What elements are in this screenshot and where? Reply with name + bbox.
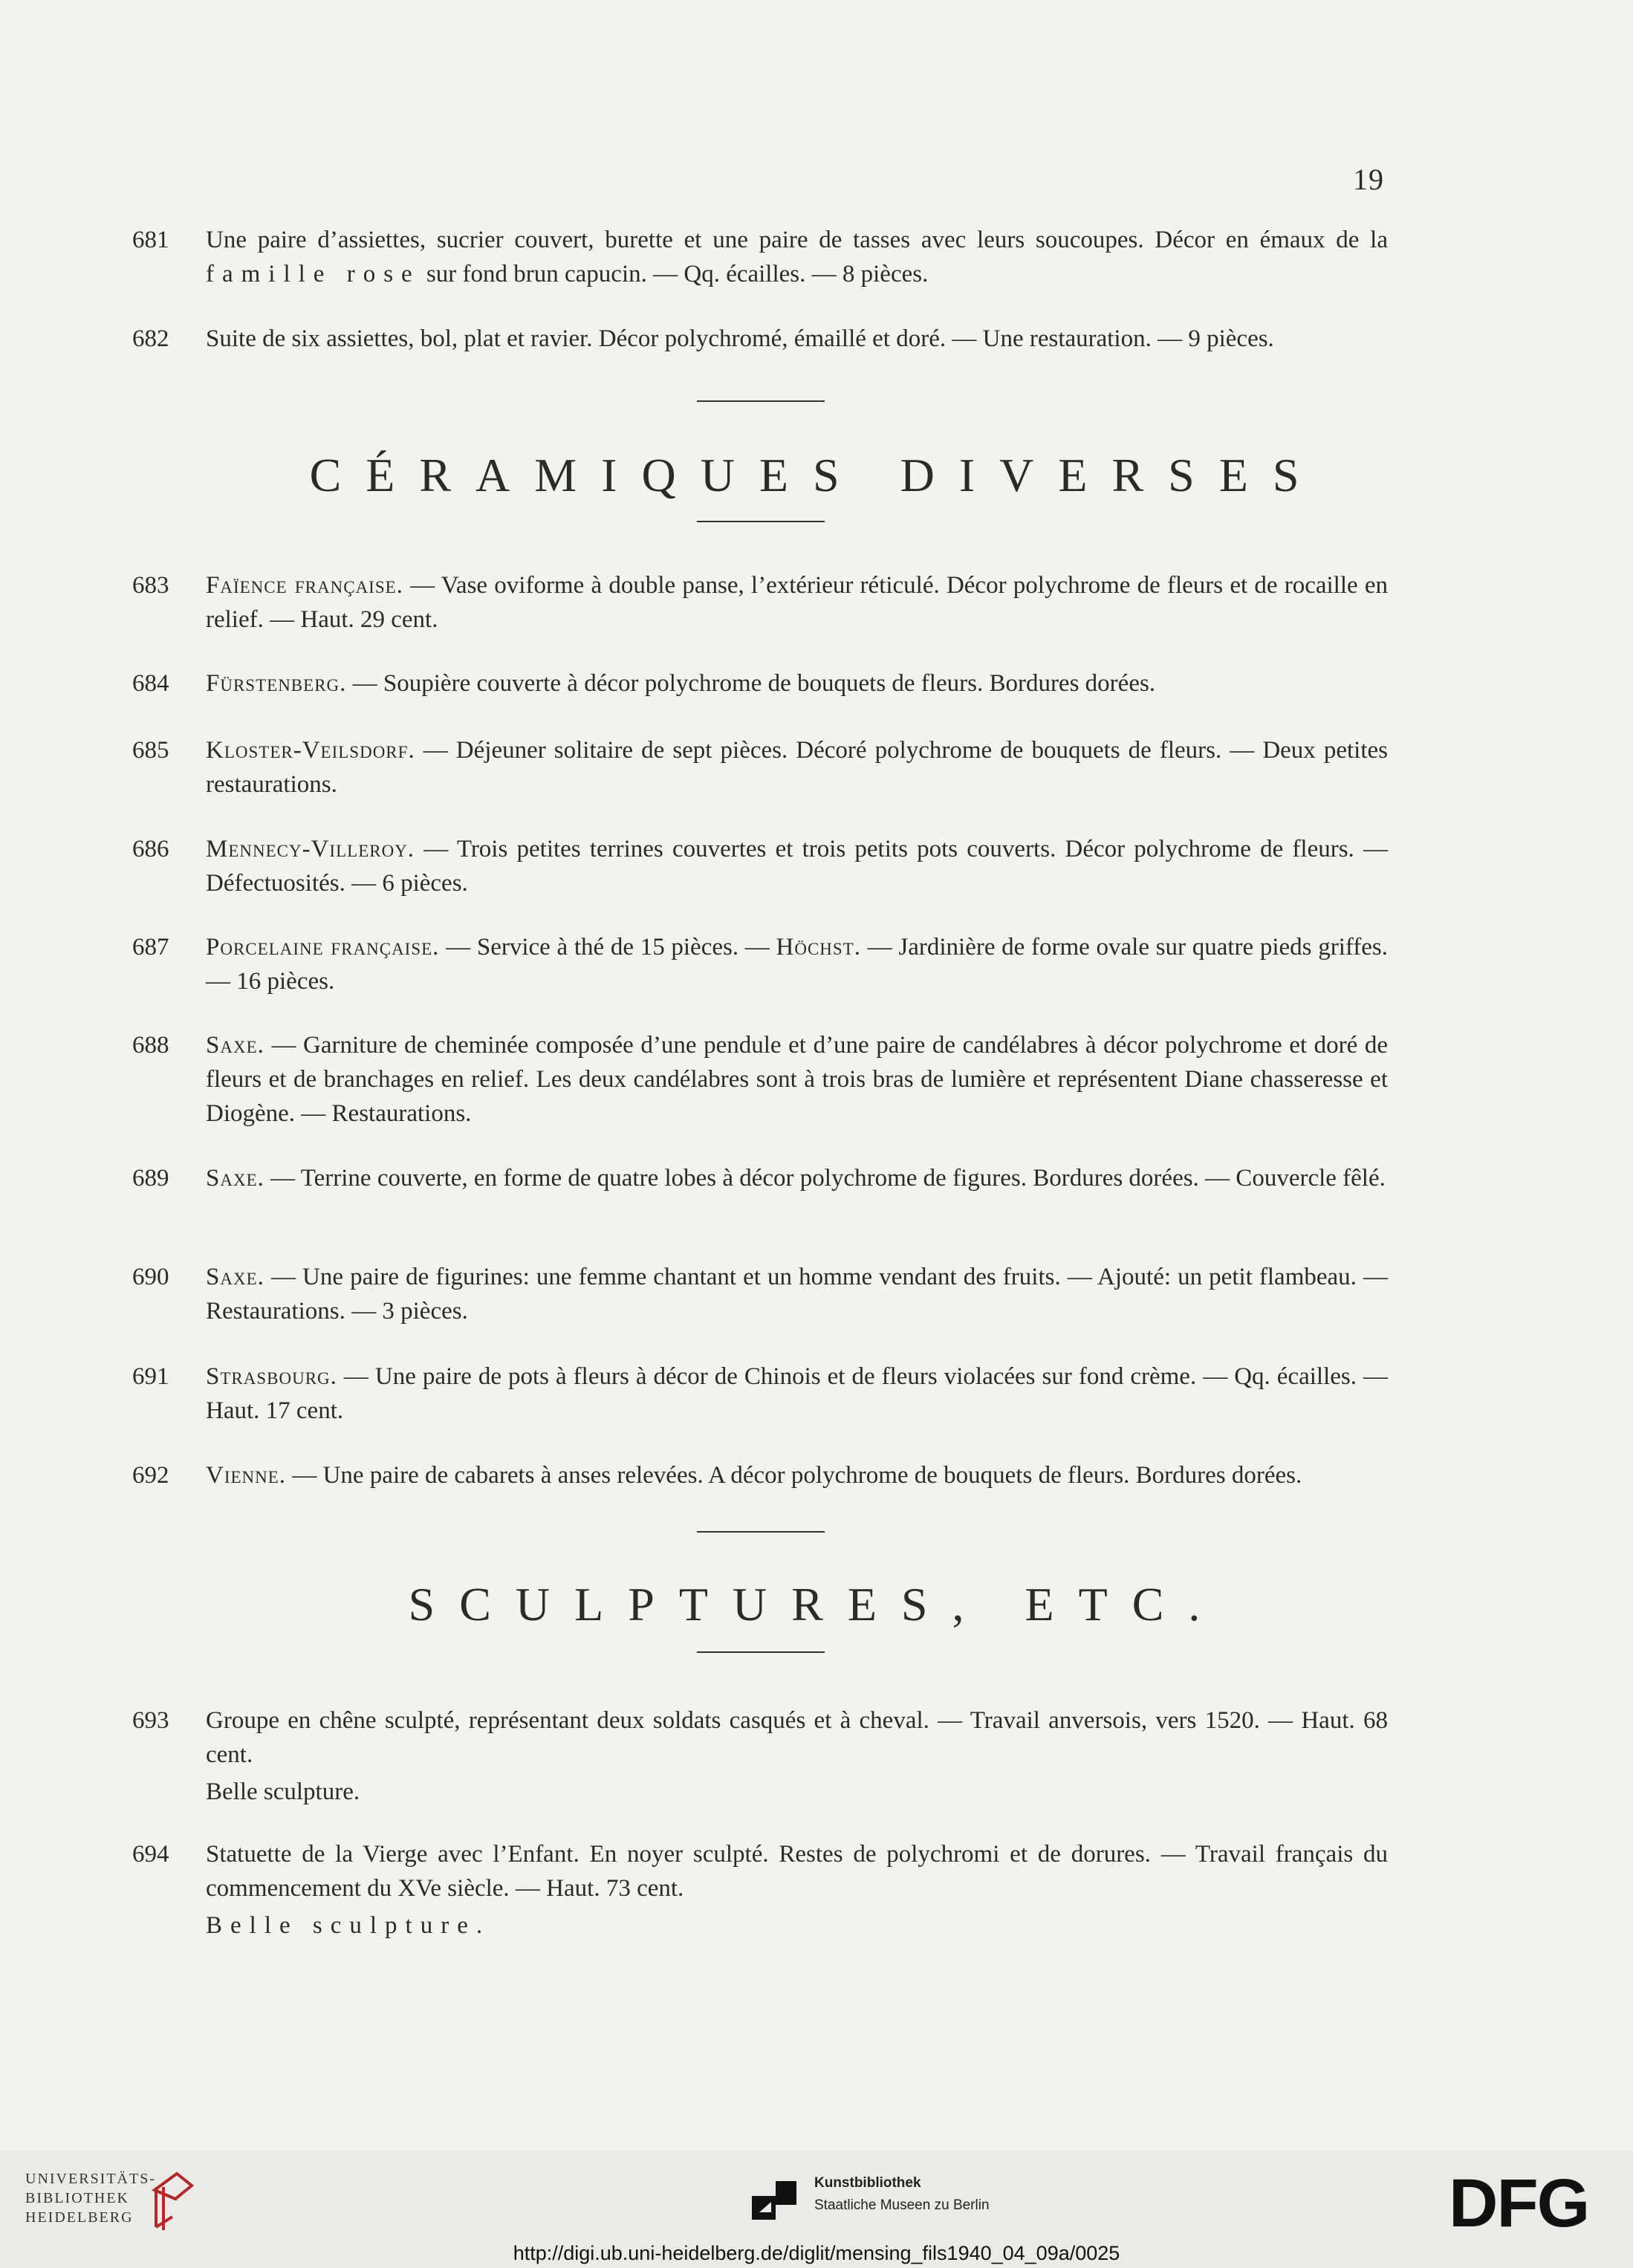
lot-description [206, 1458, 1388, 1492]
catalogue-entry-682 [132, 322, 1388, 356]
lot-manufacturer: Saxe. [206, 1165, 264, 1192]
lot-number: 683 [132, 572, 169, 599]
lot-text: — Soupière couverte à décor polychrome de bouquets de fleurs. Bordures dorées. [346, 670, 1156, 697]
lot-description [206, 1260, 1388, 1328]
catalogue-entry-685 [132, 733, 1388, 802]
catalogue-entry-692 [132, 1458, 1388, 1492]
lot-text: — Garniture de cheminée composée d’une pendule et d’une paire de candélabres à décor polychrome et doré de fleurs et de branchages en relief. Les deux candélabres sont à trois bras de lumière et représentent Diane chasseresse et Diogène. — Restaurations. [206, 1032, 1388, 1127]
lot-description [206, 1837, 1388, 1905]
kunstbibliothek-label[interactable] [814, 2172, 990, 2217]
lot-text: — Déjeuner solitaire de sept pièces. Décoré polychrome de bouquets de fleurs. — Deux petites restaurations. [206, 737, 1388, 798]
lot-number: 688 [132, 1032, 169, 1059]
lot-note: Belle sculpture. [206, 1778, 360, 1805]
lot-text: — Une paire de figurines: une femme chantant et un homme vendant des fruits. — Ajouté: un petit flambeau. — Restaurations. — 3 pièces. [206, 1264, 1388, 1325]
lot-number: 686 [132, 836, 169, 862]
rule-divider [697, 1651, 825, 1653]
lot-text: sur fond brun capucin. — Qq. écailles. — 8 pièces. [420, 261, 929, 287]
lot-number: 691 [132, 1363, 169, 1390]
lot-manufacturer: Kloster-Veilsdorf. [206, 737, 415, 764]
lot-text: Statuette de la Vierge avec l’Enfant. En noyer sculpté. Restes de polychromi et de dorures. — Travail français du commencement du XVe siècle. — Haut. 73 cent. [206, 1841, 1388, 1902]
catalogue-entry-684 [132, 666, 1388, 701]
lot-text: Suite de six assiettes, bol, plat et ravier. Décor polychromé, émaillé et doré. — Une restauration. — 9 pièces. [206, 325, 1274, 352]
catalogue-entry-689 [132, 1161, 1388, 1195]
catalogue-entry-691 [132, 1359, 1388, 1428]
lot-number: 689 [132, 1165, 169, 1192]
catalogue-entry-694 [132, 1837, 1388, 1943]
ub-line: UNIVERSITÄTS- [25, 2171, 156, 2187]
lot-manufacturer: Höchst. [776, 934, 861, 961]
lot-description [206, 223, 1388, 291]
rule-divider [697, 521, 825, 522]
catalogue-entry-690 [132, 1260, 1388, 1328]
lot-number: 694 [132, 1841, 169, 1868]
lot-description [206, 1028, 1388, 1131]
lot-number: 687 [132, 934, 169, 961]
lot-description [206, 1703, 1388, 1772]
ub-heidelberg-label[interactable] [25, 2169, 156, 2227]
lot-manufacturer: Vienne. [206, 1462, 287, 1489]
catalogue-entry-687 [132, 930, 1388, 998]
lot-text: Une paire d’assiettes, sucrier couvert, burette et une paire de tasses avec leurs soucoupes. Décor en émaux de la [206, 227, 1388, 253]
lot-number: 684 [132, 670, 169, 697]
lot-text: — Jardinière de forme ovale sur quatre pieds griffes. — 16 pièces. [206, 934, 1388, 995]
lot-manufacturer: Strasbourg. [206, 1363, 337, 1390]
lot-text: — Terrine couverte, en forme de quatre lobes à décor polychrome de figures. Bordures dorées. — Couvercle fêlé. [264, 1165, 1386, 1192]
ub-heidelberg-logo-icon[interactable] [147, 2168, 199, 2235]
lot-text: — Vase oviforme à double panse, l’extérieur réticulé. Décor polychrome de fleurs et de rocaille en relief. — Haut. 29 cent. [206, 572, 1388, 633]
lot-number: 690 [132, 1264, 169, 1290]
catalogue-entry-683 [132, 568, 1388, 637]
kb-sub: Staatliche Museen zu Berlin [814, 2197, 990, 2213]
lot-text: famille rose [206, 261, 421, 287]
lot-description [206, 733, 1388, 802]
lot-manufacturer: Porcelaine française. [206, 934, 440, 961]
kb-name: Kunstbibliothek [814, 2175, 921, 2191]
dfg-logo[interactable]: DFG [1449, 2165, 1589, 2241]
catalogue-entry-688 [132, 1028, 1388, 1131]
lot-manufacturer: Saxe. [206, 1264, 264, 1290]
lot-text: — Trois petites terrines couvertes et trois petits pots couverts. Décor polychrome de fleurs. — Défectuosités. — 6 pièces. [206, 836, 1388, 897]
lot-manufacturer: Mennecy-Villeroy. [206, 836, 415, 862]
lot-description [206, 930, 1388, 998]
kunstbibliothek-logo-icon[interactable] [746, 2175, 802, 2226]
ub-line: HEIDELBERG [25, 2209, 134, 2226]
lot-description [206, 1161, 1388, 1195]
heading-ceramiques: CÉRAMIQUES DIVERSES [309, 449, 1324, 501]
lot-description [206, 832, 1388, 900]
permalink-url[interactable]: http://digi.ub.uni-heidelberg.de/diglit/mensing_fils1940_04_09a/0025 [513, 2242, 1120, 2264]
catalogue-entry-681 [132, 223, 1388, 291]
lot-number: 693 [132, 1707, 169, 1734]
lot-note: Belle sculpture. [206, 1912, 491, 1939]
lot-number: 685 [132, 737, 169, 764]
lot-number: 682 [132, 325, 169, 352]
lot-text: Groupe en chêne sculpté, représentant deux soldats casqués et à cheval. — Travail anversois, vers 1520. — Haut. 68 cent. [206, 1707, 1388, 1768]
lot-description [206, 568, 1388, 637]
lot-text: — Une paire de pots à fleurs à décor de Chinois et de fleurs violacées sur fond crème. — Qq. écailles. — Haut. 17 cent. [206, 1363, 1388, 1424]
lot-description [206, 322, 1388, 356]
lot-manufacturer: Faïence française. [206, 572, 403, 599]
rule-divider [697, 400, 825, 402]
lot-text: — Une paire de cabarets à anses relevées. A décor polychrome de bouquets de fleurs. Bordures dorées. [286, 1462, 1302, 1489]
ub-line: BIBLIOTHEK [25, 2190, 129, 2206]
lot-manufacturer: Saxe. [206, 1032, 264, 1059]
rule-divider [697, 1531, 825, 1533]
catalogue-entry-693 [132, 1703, 1388, 1809]
lot-manufacturer: Fürstenberg. [206, 670, 347, 697]
catalogue-entry-686 [132, 832, 1388, 900]
lot-description [206, 666, 1388, 701]
lot-text: — Service à thé de 15 pièces. — [439, 934, 776, 961]
page-number: 19 [1353, 163, 1384, 196]
lot-number: 692 [132, 1462, 169, 1489]
lot-description [206, 1359, 1388, 1428]
lot-number: 681 [132, 227, 169, 253]
heading-sculptures: SCULPTURES, ETC. [408, 1578, 1225, 1631]
